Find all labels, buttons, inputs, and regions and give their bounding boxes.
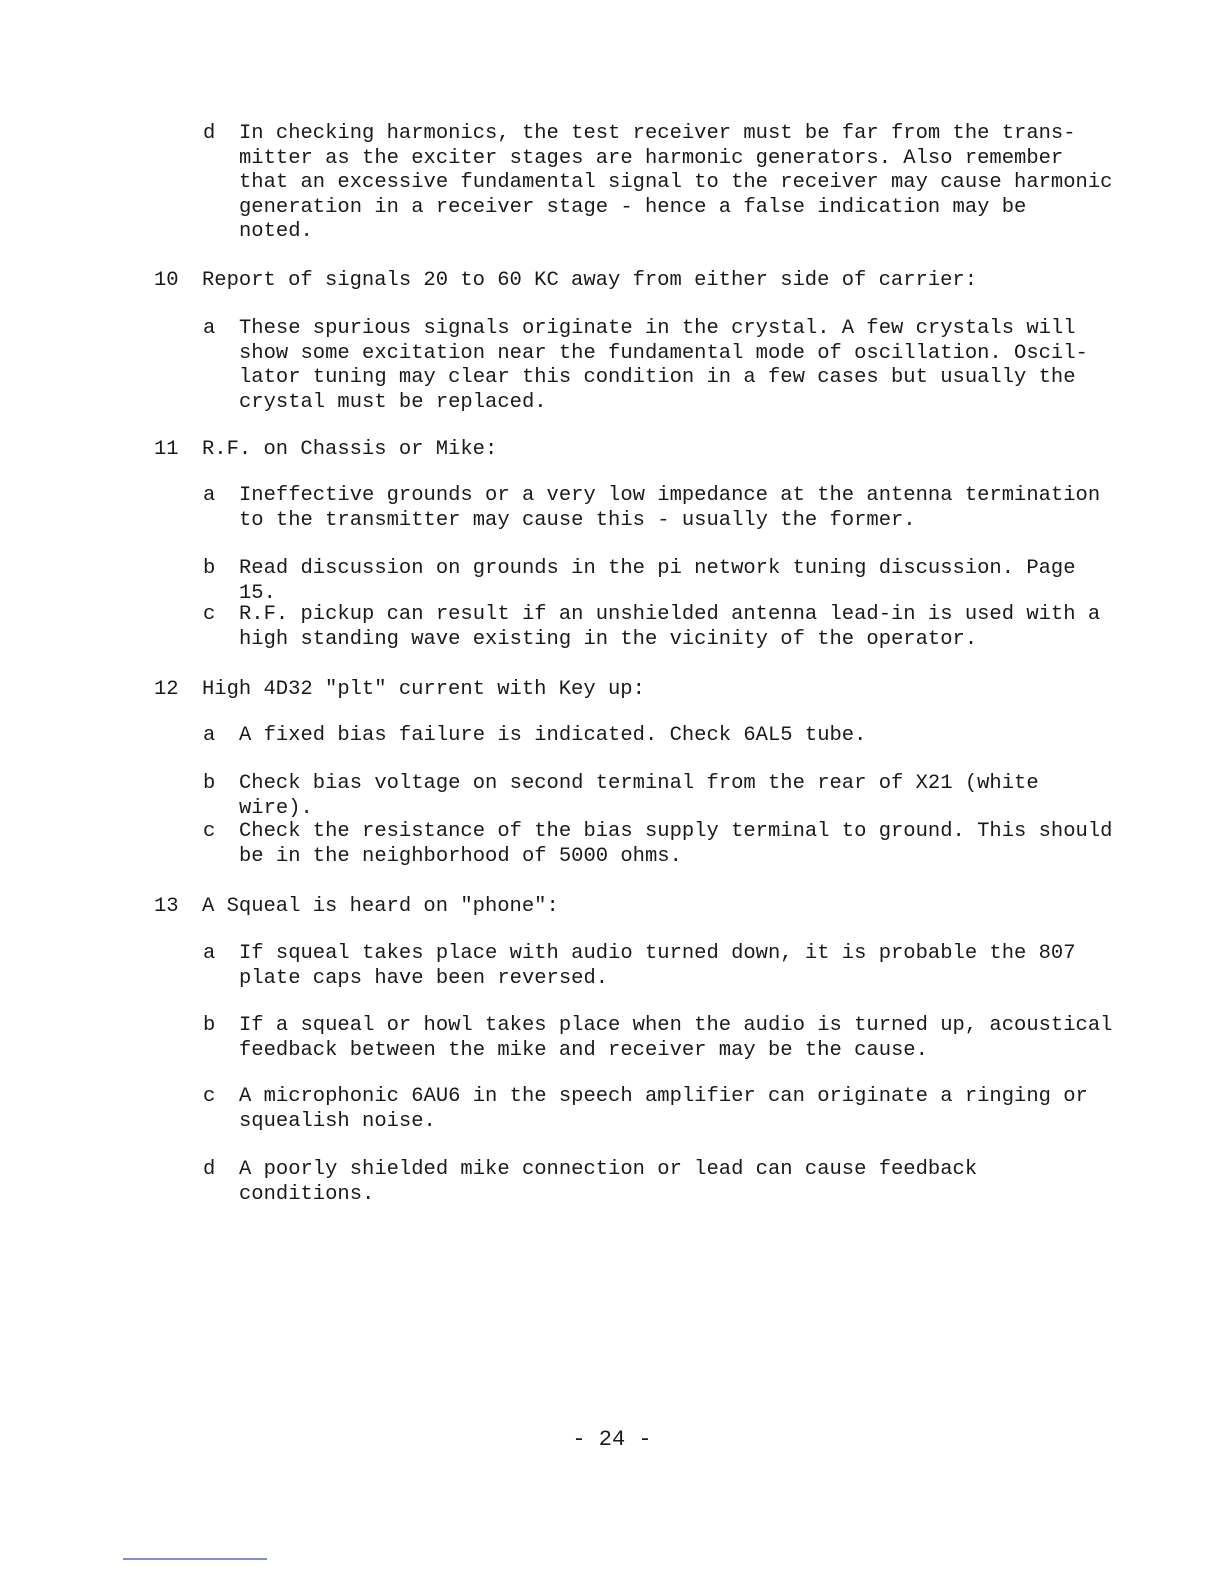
item-text: In checking harmonics, the test receiver must be far from the trans- mitter as the exciter stages are harmonic generators. Also remember that an excessive fundamental signal to the receiver may cause harmonic generation in a receiver stage - hence a false indication may be noted. — [239, 122, 1113, 243]
item-text: R.F. pickup can result if an unshielded antenna lead-in is used with a high standing wave existing in the vicinity of the operator. — [239, 603, 1101, 651]
section-title: Report of signals 20 to 60 KC away from either side of carrier: — [202, 269, 978, 292]
item-text: Ineffective grounds or a very low impedance at the antenna termination to the transmitter may cause this - usually the former. — [239, 484, 1101, 532]
item-label: b — [203, 1014, 216, 1037]
item-label: d — [203, 122, 216, 145]
item-text: A microphonic 6AU6 in the speech amplifier can originate a ringing or squealish noise. — [239, 1085, 1088, 1133]
item-label: b — [203, 772, 216, 795]
item-label: a — [203, 317, 216, 340]
section-title: A Squeal is heard on "phone": — [202, 895, 559, 918]
section-title: High 4D32 "plt" current with Key up: — [202, 678, 645, 701]
section-number: 13 — [154, 895, 179, 918]
item-label: c — [203, 820, 216, 843]
item-text: A fixed bias failure is indicated. Check 6AL5 tube. — [239, 724, 867, 747]
page-number: - 24 - — [572, 1427, 652, 1452]
section-number: 11 — [154, 438, 179, 461]
section-number: 10 — [154, 269, 179, 292]
item-label: a — [203, 724, 216, 747]
item-text: Check the resistance of the bias supply terminal to ground. This should be in the neighborhood of 5000 ohms. — [239, 820, 1113, 868]
item-label: b — [203, 557, 216, 580]
item-text: If squeal takes place with audio turned down, it is probable the 807 plate caps have been reversed. — [239, 942, 1076, 990]
item-text: Check bias voltage on second terminal from the rear of X21 (white wire). — [239, 772, 1039, 820]
section-number: 12 — [154, 678, 179, 701]
item-text: These spurious signals originate in the crystal. A few crystals will show some excitation near the fundamental mode of oscillation. Oscil- lator tuning may clear this condition in a few cases but usually the crystal must be replaced. — [239, 317, 1088, 414]
item-text: Read discussion on grounds in the pi network tuning discussion. Page 15. — [239, 557, 1076, 605]
item-label: a — [203, 942, 216, 965]
item-text: A poorly shielded mike connection or lead can cause feedback conditions. — [239, 1158, 978, 1206]
item-label: c — [203, 1085, 216, 1108]
item-label: a — [203, 484, 216, 507]
item-text: If a squeal or howl takes place when the audio is turned up, acoustical feedback between the mike and receiver may be the cause. — [239, 1014, 1113, 1062]
section-title: R.F. on Chassis or Mike: — [202, 438, 498, 461]
item-label: c — [203, 603, 216, 626]
item-label: d — [203, 1158, 216, 1181]
footer-rule — [123, 1558, 267, 1560]
